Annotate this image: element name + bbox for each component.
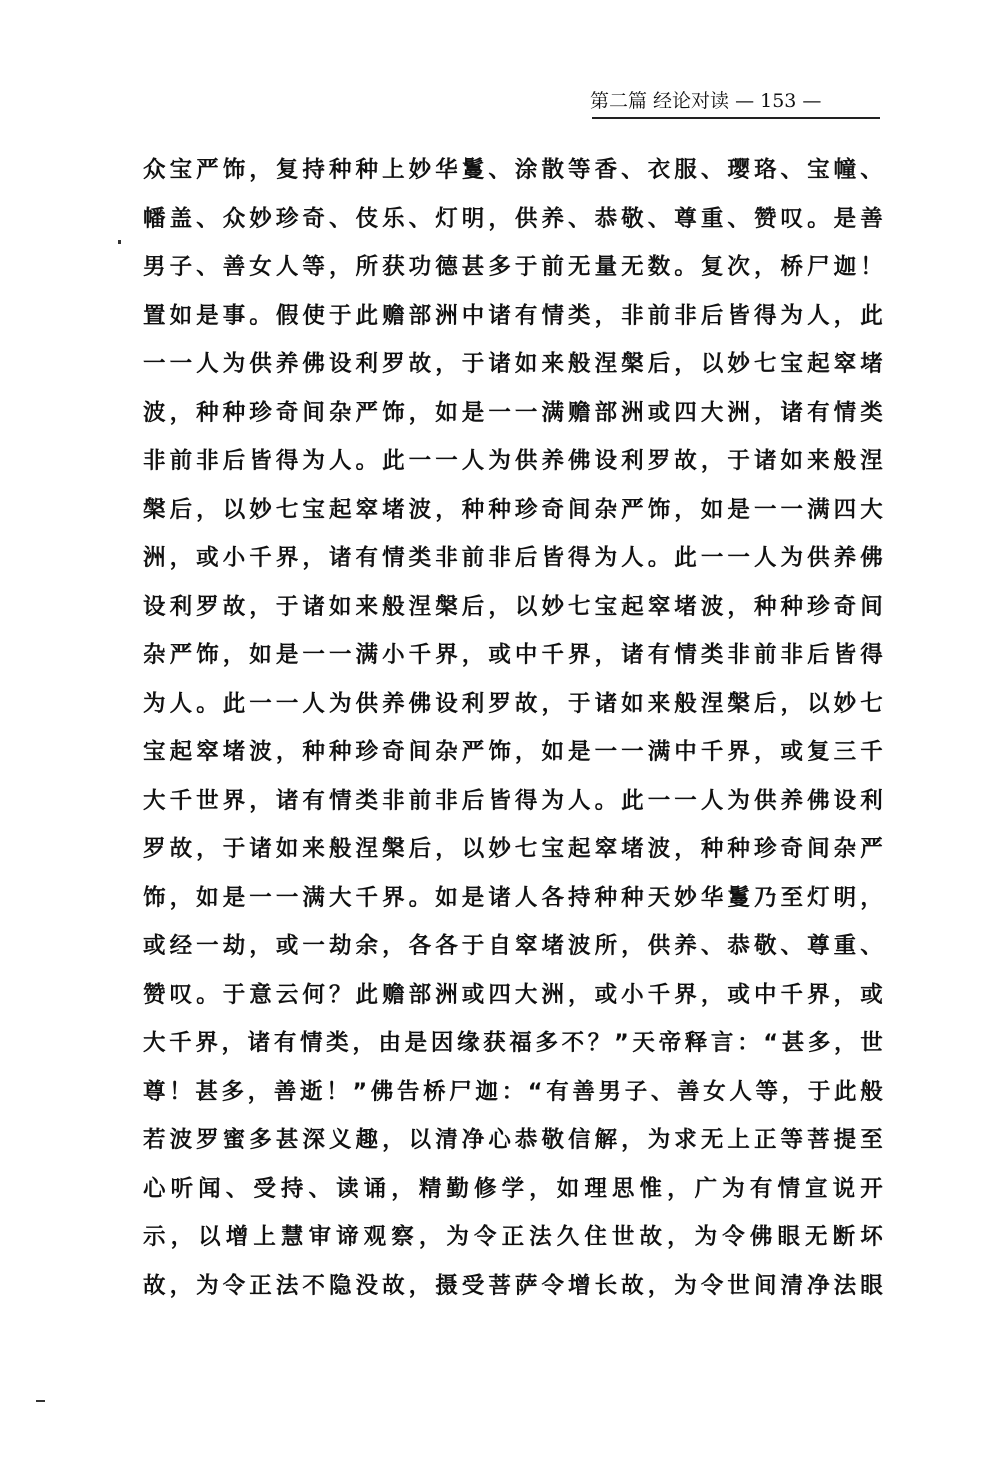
text-line: 示，以增上慧审谛观察，为令正法久住世故，为令佛眼无断坏 [143,1224,883,1250]
text-line: 饰，如是一一满大千界。如是诸人各持种种天妙华鬘乃至灯明， [143,884,883,911]
text-line: 赞叹。于意云何？此赡部洲或四大洲，或小千界，或中千界，或 [143,981,883,1008]
text-line: 波，种种珍奇间杂严饰，如是一一满赡部洲或四大洲，诸有情类 [143,399,883,426]
body-text [143,150,883,1314]
text-line: 洲，或小千界，诸有情类非前非后皆得为人。此一一人为供养佛 [143,545,883,571]
text-line: 置如是事。假使于此赡部洲中诸有情类，非前非后皆得为人，此 [143,302,883,329]
text-line: 众宝严饰，复持种种上妙华鬘、涂散等香、衣服、璎珞、宝幢、 [143,157,883,183]
text-line: 幡盖、众妙珍奇、伎乐、灯明，供养、恭敬、尊重、赞叹。是善 [143,205,883,232]
text-line: 槃后，以妙七宝起窣堵波，种种珍奇间杂严饰，如是一一满四大 [143,496,883,523]
text-line: 设利罗故，于诸如来般涅槃后，以妙七宝起窣堵波，种种珍奇间 [143,593,883,620]
scan-speck [36,1400,45,1402]
text-line: 为人。此一一人为供养佛设利罗故，于诸如来般涅槃后，以妙七 [143,690,883,717]
text-line: 或经一劫，或一劫余，各各于自窣堵波所，供养、恭敬、尊重、 [143,933,883,959]
header-rule [592,117,880,119]
text-line: 若波罗蜜多甚深义趣，以清净心恭敬信解，为求无上正等菩提至 [143,1127,883,1153]
text-line: 心听闻、受持、读诵，精勤修学，如理思惟，广为有情宣说开 [143,1175,883,1202]
text-line: 罗故，于诸如来般涅槃后，以妙七宝起窣堵波，种种珍奇间杂严 [143,836,883,862]
text-line: 宝起窣堵波，种种珍奇间杂严饰，如是一一满中千界，或复三千 [143,739,883,765]
text-line: 大千界，诸有情类，由是因缘获福多不？”天帝释言：“甚多，世 [143,1030,883,1056]
text-line: 大千世界，诸有情类非前非后皆得为人。此一一人为供养佛设利 [143,787,883,814]
text-line: 尊！甚多，善逝！”佛告桥尸迦：“有善男子、善女人等，于此般 [143,1078,883,1105]
text-line: 一一人为供养佛设利罗故，于诸如来般涅槃后，以妙七宝起窣堵 [143,351,883,377]
text-line: 杂严饰，如是一一满小千界，或中千界，诸有情类非前非后皆得 [143,642,883,668]
running-header: 第二篇 经论对读 — 153 — [590,90,822,112]
text-line: 男子、善女人等，所获功德甚多于前无量无数。复次，桥尸迦！ [143,254,883,280]
scan-speck [118,240,121,244]
text-line: 故，为令正法不隐没故，摄受菩萨令增长故，为令世间清净法眼 [143,1272,883,1299]
text-line: 非前非后皆得为人。此一一人为供养佛设利罗故，于诸如来般涅 [143,448,883,474]
